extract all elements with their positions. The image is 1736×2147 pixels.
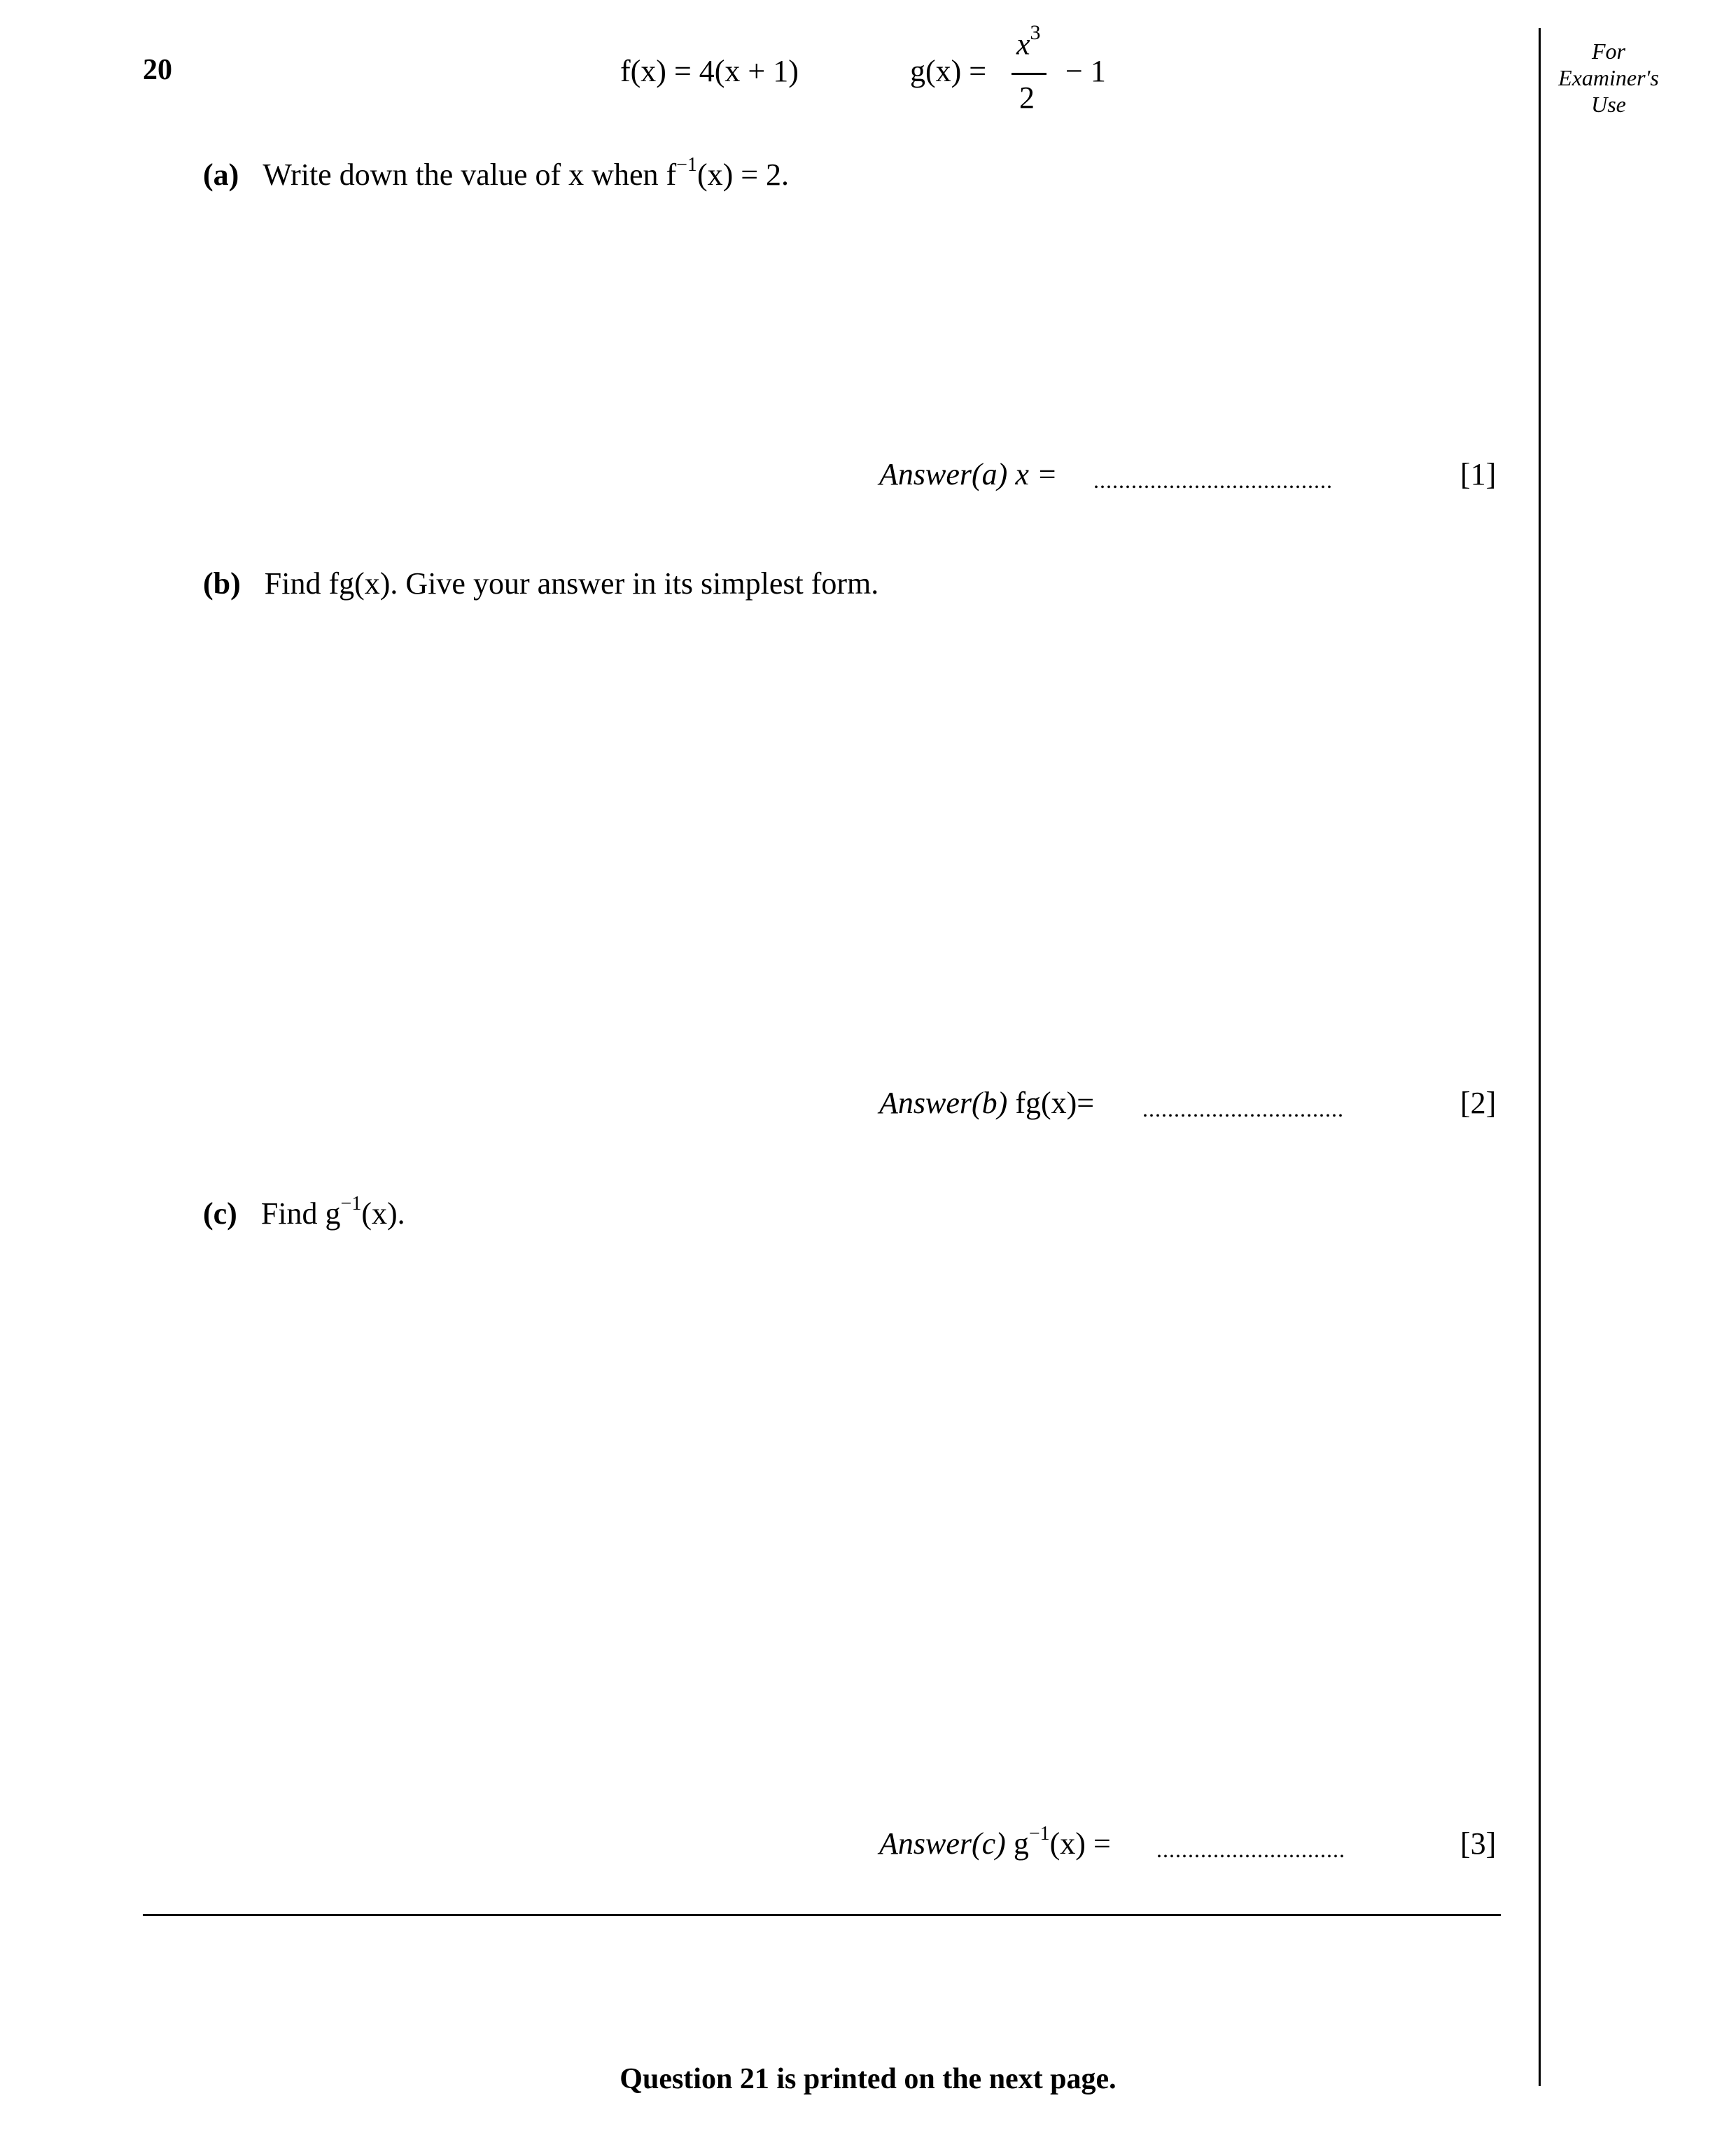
g-definition-tail: − 1 [1065,54,1106,88]
g-fraction-bar [1011,73,1046,75]
part-b-answer-prompt [879,1085,1094,1121]
part-c-question [203,1193,405,1231]
part-c-label: (c) [203,1196,237,1231]
part-c-text-sup: −1 [340,1193,362,1215]
part-a-answer-expr: x = [1015,457,1058,491]
part-c-answer-post: (x) = [1049,1826,1111,1861]
part-b-label: (b) [203,566,241,601]
part-a-text-pre: Write down the value of x when f [262,158,677,192]
part-a-answer-dots[interactable]: ...................................... [1093,468,1333,493]
part-b-text: Find fg(x). Give your answer in its simplest form. [264,566,879,601]
part-a-answer-label: Answer(a) [879,457,1008,491]
g-definition-lhs: g(x) = [910,54,987,88]
part-b-marks: [2] [1460,1086,1497,1120]
part-a-text-sup: −1 [676,154,697,176]
g-fraction-numerator [1016,21,1041,62]
part-c-answer-pre: g [1013,1826,1029,1861]
part-b-answer-label: Answer(b) [879,1086,1008,1120]
part-c-marks: [3] [1460,1826,1497,1861]
question-number: 20 [143,54,172,86]
g-fraction-denominator: 2 [1019,81,1035,115]
part-b-answer-dots[interactable]: ................................ [1142,1096,1344,1121]
part-b-question [203,566,878,601]
next-page-note: Question 21 is printed on the next page. [620,2063,1116,2095]
part-c-answer-sup: −1 [1028,1823,1050,1845]
part-a-label: (a) [203,158,239,192]
f-definition: f(x) = 4(x + 1) [620,54,799,88]
part-c-text-pre: Find g [260,1196,341,1231]
part-a-marks: [1] [1460,457,1497,491]
examiner-use-label: For Examiner's Use [1558,39,1659,117]
examiner-margin-rule [1539,28,1541,2086]
part-a-answer-prompt [879,456,1058,492]
g-numerator-base: x [1016,27,1030,62]
g-numerator-exponent: 3 [1030,21,1041,44]
part-a-text-post: (x) = 2. [696,158,790,192]
part-c-text-post: (x). [361,1196,405,1231]
part-c-answer-label: Answer(c) [879,1826,1006,1861]
part-c-answer-dots[interactable]: .............................. [1156,1837,1345,1862]
part-c-answer-prompt [879,1823,1111,1861]
part-b-answer-expr: fg(x)= [1015,1086,1095,1120]
bottom-divider [143,1914,1501,1916]
part-a-question [203,154,790,193]
